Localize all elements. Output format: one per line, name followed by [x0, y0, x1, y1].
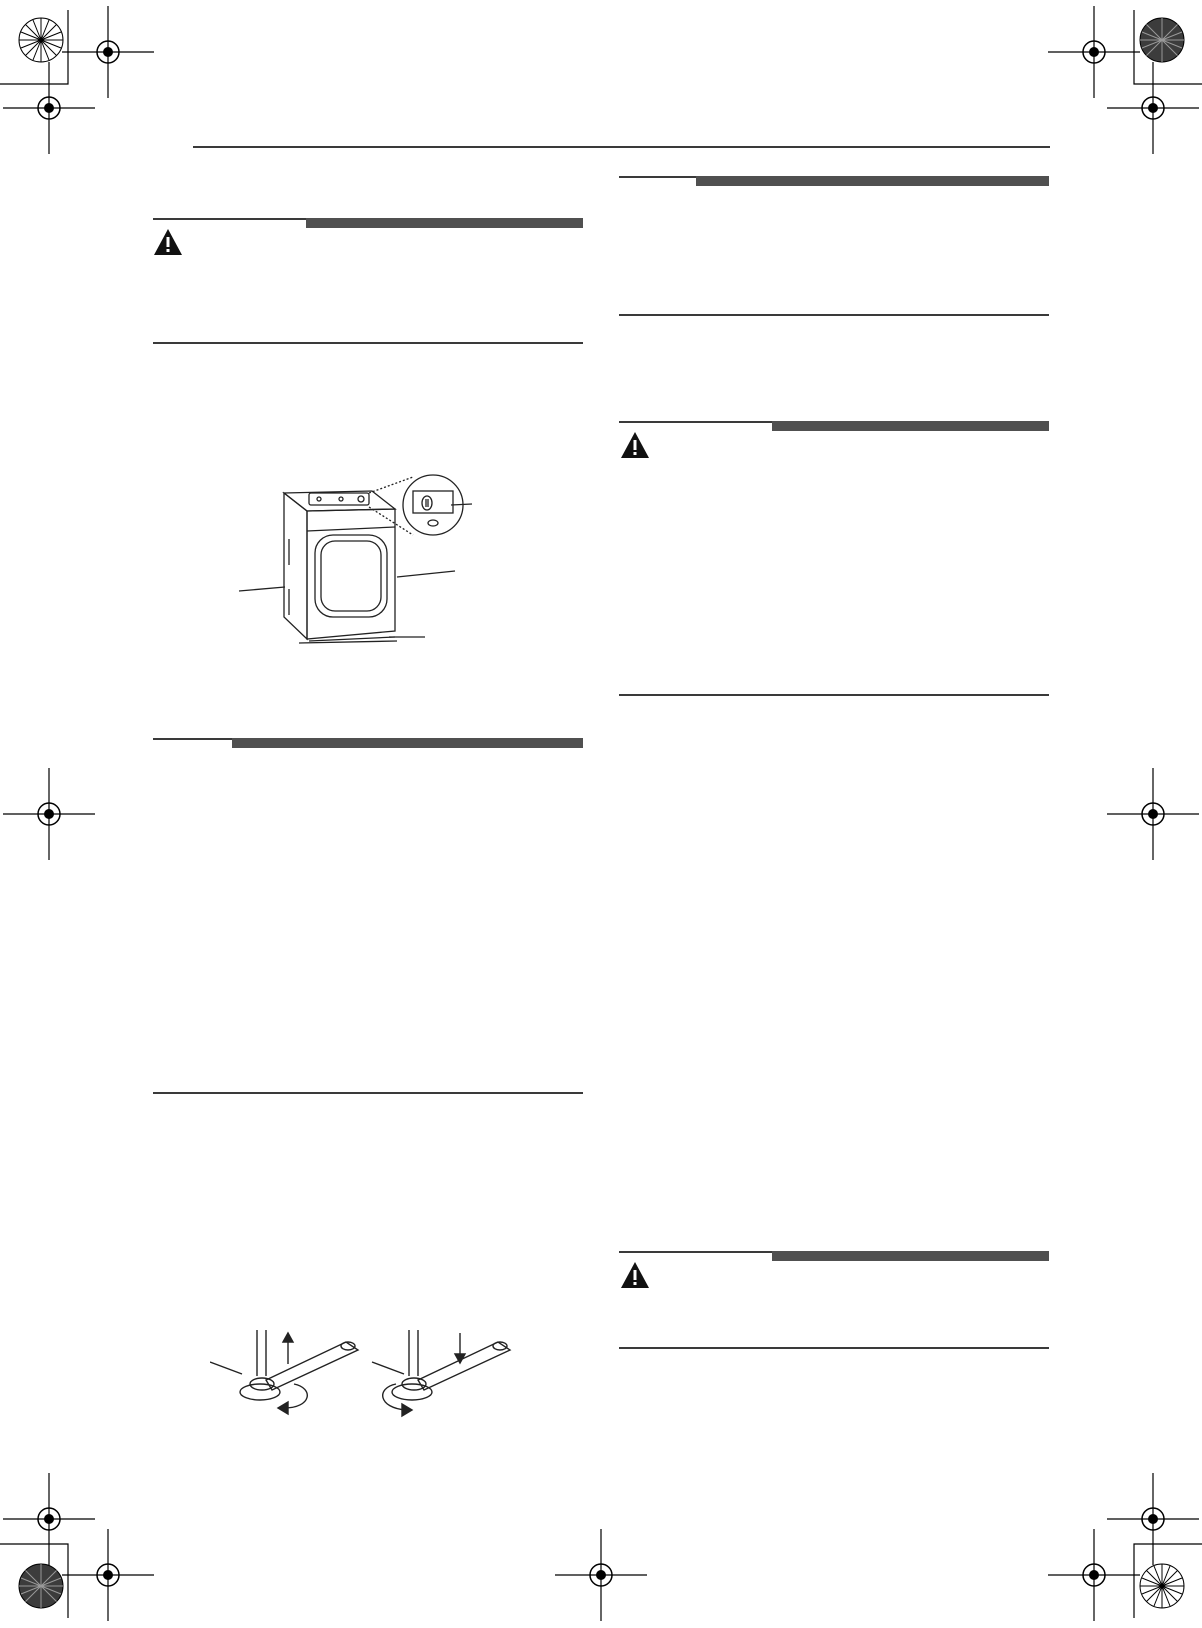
divider-right-2 — [619, 694, 1049, 696]
divider-right-3 — [619, 1347, 1049, 1349]
section-header-left-2-bar — [232, 738, 583, 748]
warning-triangle-icon — [620, 431, 650, 459]
warning-triangle-icon — [620, 1261, 650, 1289]
page-top-rule — [193, 146, 1050, 148]
section-header-left-1-bar — [306, 218, 583, 228]
section-header-right-2-bar — [772, 421, 1049, 431]
section-header-right-3-bar — [772, 1251, 1049, 1261]
divider-left-1 — [153, 342, 583, 344]
divider-left-2 — [153, 1092, 583, 1094]
section-header-right-1-bar — [696, 176, 1049, 186]
dryer-illustration — [237, 469, 497, 659]
leveling-leg-illustration — [210, 1330, 530, 1440]
divider-right-1 — [619, 314, 1049, 316]
warning-triangle-icon — [153, 228, 183, 256]
